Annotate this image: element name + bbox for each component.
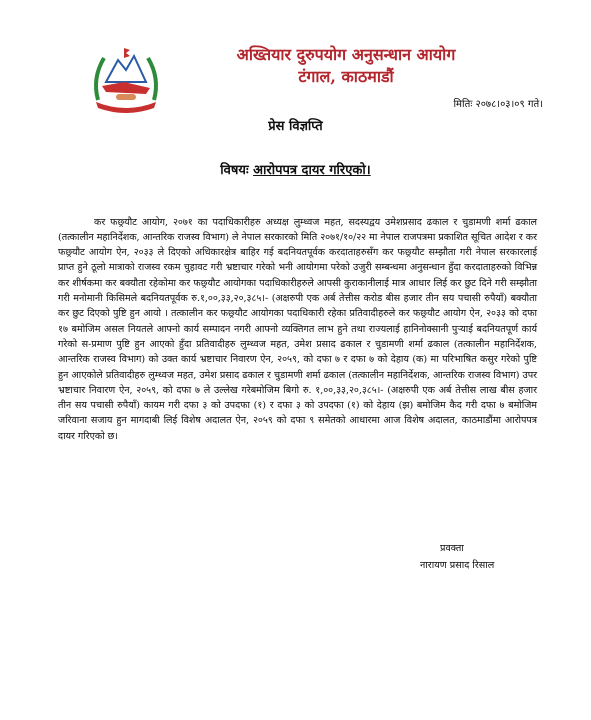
subject-label: विषयः: [220, 163, 249, 178]
date-line: मितिः २०७८।०३।०९ गते।: [453, 99, 543, 110]
signature-block: [420, 540, 494, 574]
nepal-emblem-icon: [88, 42, 164, 114]
subject-text: आरोपपत्र दायर गरिएको।: [253, 163, 371, 178]
body-paragraph: कर फछ्र्यौट आयोग, २०७१ का पदाधिकारीहरु अध्यक्ष लुम्ध्वज महत, सदस्यद्वय उमेशप्रसाद ढकाल र चुडामणी शर्मा ढकाल (तत्कालीन महानिर्देशक, आन्तरिक राजस्व विभाग) ले नेपाल सरकारको मिति २०७१/१०/२२ मा नेपाल राजपत्रमा प्रकाशित सूचित आदेश र कर फछ्र्यौट आयोग ऐन, २०३३ ले दिएको अधिकारक्षेत्र बाहिर गई बदनियतपूर्वक करदाताहरुसँग कर फछ्र्यौट सम्झौता गरी नेपाल सरकारलाई प्राप्त हुने ठूलो मात्राको राजस्व रकम चुहावट गरी भ्रष्टाचार गरेको भनी आयोगमा परेको उजुरी सम्बन्धमा अनुसन्धान हुँदा करदाताहरुको विभिन्न कर शीर्षकमा कर बक्यौता रहेकोमा कर फछ्र्यौट आयोगका पदाधिकारीहरुले आपसी कुराकानीलाई मात्र आधार लिई कर छुट दिने गरी सम्झौता गरी मनोमानी किसिमले बदनियतपूर्वक रु.१,००,३३,२०,३८५।- (अक्षरुपी एक अर्ब तेत्तीस करोड बीस हजार तीन सय पचासी रुपैयाँ) बक्यौता कर छुट दिएको पुष्टि हुन आयो । तत्कालीन कर फछ्र्यौट आयोगका पदाधिकारी रहेका प्रतिवादीहरुले कर फछ्र्यौट आयोग ऐन, २०३३ को दफा १७ बमोजिम असल नियतले आफ्नो कार्य सम्पादन नगरी आफ्नो व्यक्तिगत लाभ हुने तथा राज्यलाई हानिनोक्सानी पुऱ्याई बदनियतपूर्ण कार्य गरेको स-प्रमाण पुष्टि हुन आएको हुँदा प्रतिवादीहरु लुम्ध्वज महत, उमेश प्रसाद ढकाल र चुडामणी शर्मा ढकाल (तत्कालीन महानिर्देशक, आन्तरिक राजस्व विभाग) को उक्त कार्य भ्रष्टाचार निवारण ऐन, २०५९, को दफा ७ र दफा ७ को देहाय (क) मा परिभाषित कसुर गरेको पुष्टि हुन आएकोले प्रतिवादीहरु लुम्ध्वज महत, उमेश प्रसाद ढकाल र चुडामणी शर्मा ढकाल (तत्कालीन महानिर्देशक, आन्तरिक राजस्व विभाग) उपर भ्रष्टाचार निवारण ऐन, २०५९, को दफा ७ ले उल्लेख गरेबमोजिम बिगो रु. १,००,३३,२०,३८५।- (अक्षरुपी एक अर्ब तेत्तीस लाख बीस हजार तीन सय पचासी रुपैयाँ) कायम गरी दफा ३ को उपदफा (१) र दफा ३ को उपदफा (१) को देहाय (झ) बमोजिम कैद गरी दफा ७ बमोजिम जरिवाना सजाय हुन मागदाबी लिई विशेष अदालत ऐन, २०५९ को दफा ९ समेतको आधारमा आज विशेष अदालत, काठमाडौंमा आरोपपत्र दायर गरिएको छ।: [58, 216, 537, 442]
spokesperson-role: प्रवक्ता: [440, 543, 464, 554]
org-name-line1: अख्तियार दुरुपयोग अनुसन्धान आयोग: [236, 45, 456, 64]
spokesperson-name: नारायण प्रसाद रिसाल: [420, 560, 495, 571]
document-title: प्रेस विज्ञप्ति: [268, 119, 323, 134]
organization-name: [196, 44, 496, 88]
subject-line: [0, 160, 591, 178]
org-name-line2: टंगाल, काठमाडौं: [298, 67, 394, 86]
